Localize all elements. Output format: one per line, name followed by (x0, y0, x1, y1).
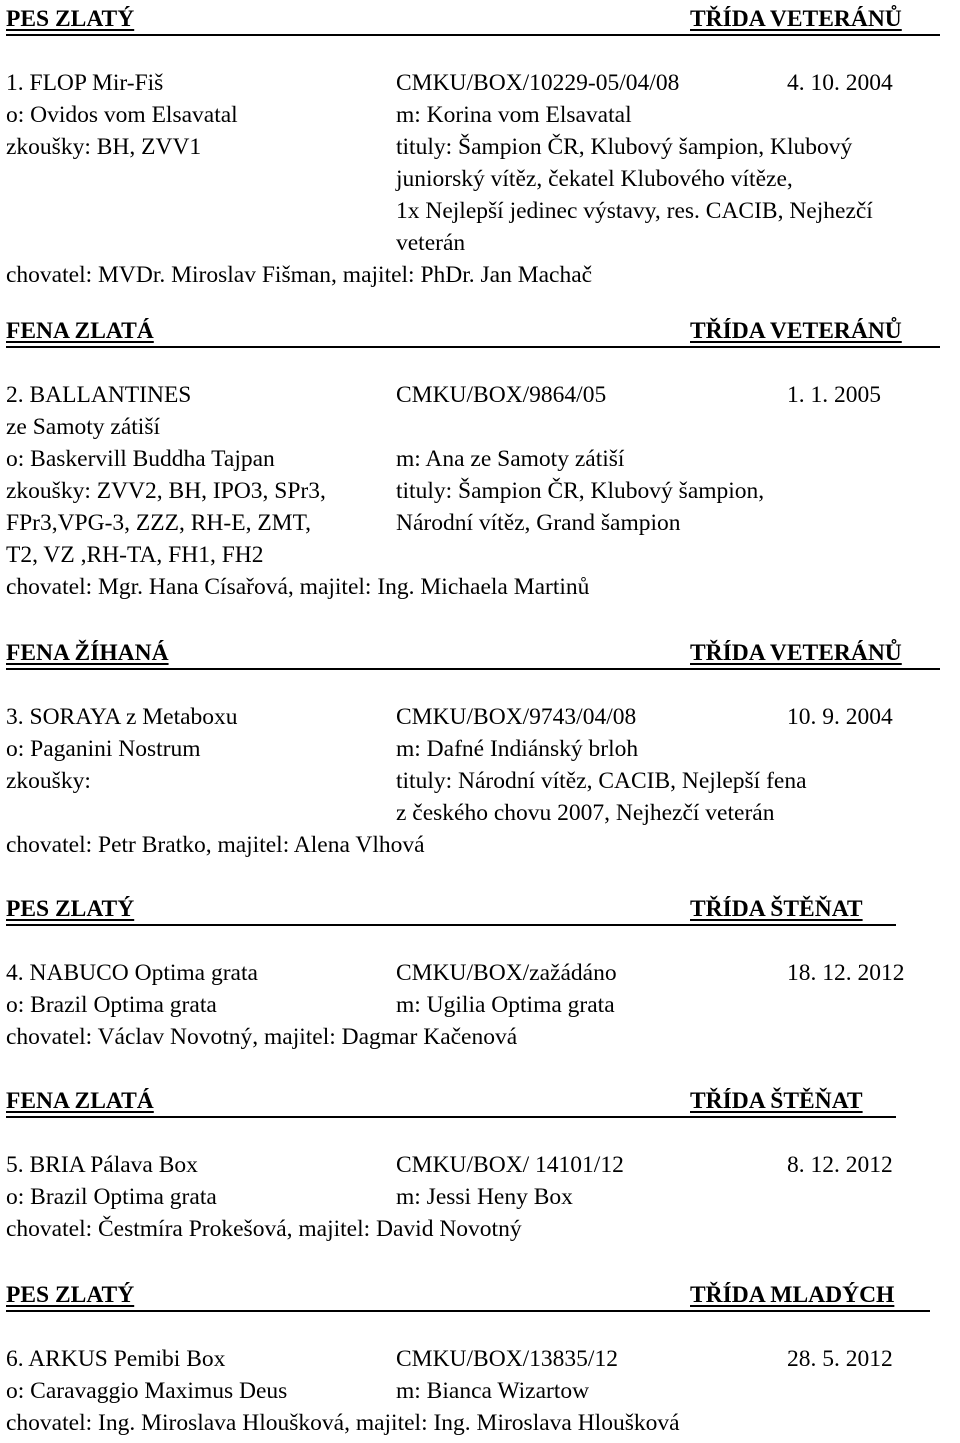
father: o: Brazil Optima grata (6, 1184, 217, 1210)
category-heading: PES ZLATÝ (6, 6, 135, 32)
section-rule (6, 1116, 896, 1118)
section-rule (6, 1310, 930, 1312)
mother: m: Jessi Heny Box (396, 1184, 573, 1210)
exams: zkoušky: (6, 768, 91, 794)
section-rule (6, 34, 940, 36)
breeder-owner: chovatel: Ing. Miroslava Hloušková, majitel: Ing. Miroslava Hloušková (6, 1410, 680, 1436)
breeder-owner: chovatel: Václav Novotný, majitel: Dagmar Kačenová (6, 1024, 518, 1050)
father: o: Baskervill Buddha Tajpan (6, 446, 275, 472)
birth-date: 4. 10. 2004 (787, 70, 893, 96)
registration-number: CMKU/BOX/13835/12 (396, 1346, 618, 1372)
titles-line: juniorský vítěz, čekatel Klubového vítěze, (396, 166, 793, 192)
exams-line: zkoušky: ZVV2, BH, IPO3, SPr3, (6, 478, 326, 504)
dog-name-continued: ze Samoty zátiší (6, 414, 161, 440)
category-heading: FENA ZLATÁ (6, 1088, 154, 1114)
breeder-owner: chovatel: Čestmíra Prokešová, majitel: David Novotný (6, 1216, 522, 1242)
titles-line: 1x Nejlepší jedinec výstavy, res. CACIB, Nejhezčí (396, 198, 873, 224)
titles-line: tituly: Šampion ČR, Klubový šampion, Klubový (396, 134, 853, 160)
class-heading: TŘÍDA VETERÁNŮ (690, 318, 902, 344)
mother: m: Ana ze Samoty zátiší (396, 446, 625, 472)
class-heading: TŘÍDA VETERÁNŮ (690, 6, 902, 32)
breeder-owner: chovatel: Petr Bratko, majitel: Alena Vlhová (6, 832, 425, 858)
mother: m: Dafné Indiánský brloh (396, 736, 639, 762)
titles-line: veterán (396, 230, 466, 256)
breeder-owner: chovatel: MVDr. Miroslav Fišman, majitel: PhDr. Jan Machač (6, 262, 593, 288)
registration-number: CMKU/BOX/9743/04/08 (396, 704, 637, 730)
section-rule (6, 668, 940, 670)
titles-line: Národní vítěz, Grand šampion (396, 510, 681, 536)
class-heading: TŘÍDA VETERÁNŮ (690, 640, 902, 666)
titles-line: tituly: Šampion ČR, Klubový šampion, (396, 478, 765, 504)
birth-date: 8. 12. 2012 (787, 1152, 893, 1178)
dog-name: 3. SORAYA z Metaboxu (6, 704, 238, 730)
registration-number: CMKU/BOX/zažádáno (396, 960, 617, 986)
dog-name: 1. FLOP Mir-Fiš (6, 70, 164, 96)
dog-name: 5. BRIA Pálava Box (6, 1152, 198, 1178)
class-heading: TŘÍDA ŠTĚŇAT (690, 1088, 863, 1114)
mother: m: Korina vom Elsavatal (396, 102, 632, 128)
exams-line: T2, VZ ,RH-TA, FH1, FH2 (6, 542, 264, 568)
registration-number: CMKU/BOX/ 14101/12 (396, 1152, 624, 1178)
titles-line: tituly: Národní vítěz, CACIB, Nejlepší fena (396, 768, 807, 794)
birth-date: 1. 1. 2005 (787, 382, 881, 408)
category-heading: PES ZLATÝ (6, 896, 135, 922)
exams: zkoušky: BH, ZVV1 (6, 134, 202, 160)
dog-name: 2. BALLANTINES (6, 382, 192, 408)
class-heading: TŘÍDA ŠTĚŇAT (690, 896, 863, 922)
category-heading: FENA ZLATÁ (6, 318, 154, 344)
father: o: Paganini Nostrum (6, 736, 201, 762)
registration-number: CMKU/BOX/9864/05 (396, 382, 607, 408)
category-heading: PES ZLATÝ (6, 1282, 135, 1308)
section-rule (6, 924, 896, 926)
titles-line: z českého chovu 2007, Nejhezčí veterán (396, 800, 775, 826)
birth-date: 28. 5. 2012 (787, 1346, 893, 1372)
birth-date: 10. 9. 2004 (787, 704, 893, 730)
dog-name: 4. NABUCO Optima grata (6, 960, 258, 986)
mother: m: Ugilia Optima grata (396, 992, 615, 1018)
birth-date: 18. 12. 2012 (787, 960, 905, 986)
dog-name: 6. ARKUS Pemibi Box (6, 1346, 226, 1372)
father: o: Ovidos vom Elsavatal (6, 102, 238, 128)
father: o: Caravaggio Maximus Deus (6, 1378, 288, 1404)
category-heading: FENA ŽÍHANÁ (6, 640, 169, 666)
class-heading: TŘÍDA MLADÝCH (690, 1282, 895, 1308)
breeder-owner: chovatel: Mgr. Hana Císařová, majitel: Ing. Michaela Martinů (6, 574, 590, 600)
father: o: Brazil Optima grata (6, 992, 217, 1018)
mother: m: Bianca Wizartow (396, 1378, 590, 1404)
section-rule (6, 346, 940, 348)
registration-number: CMKU/BOX/10229-05/04/08 (396, 70, 680, 96)
exams-line: FPr3,VPG-3, ZZZ, RH-E, ZMT, (6, 510, 312, 536)
